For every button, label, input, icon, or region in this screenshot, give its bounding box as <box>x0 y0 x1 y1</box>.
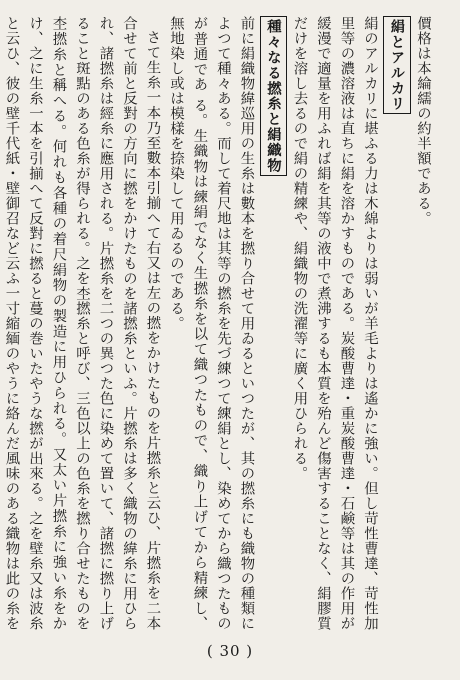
body-paragraph: 價格は本綸繻の約半額である。 <box>415 16 431 226</box>
body-paragraph: 前に絹織物緯巡用の生糸は數本を撚り合せて用ゐるといつたが、其の撚糸にも織物の種類によつて種々ある。而して着尺地は其等の撚糸を先づ練つて練絹とし、染めてから織つたものが普通であ る。生織物は練絹でなく生撚糸を以て織つたもので、織り上げてから精練し、無地染し或は模樣を捺染して用ゐるのである。 <box>168 16 255 631</box>
page-number: ( 30 ) <box>206 642 254 660</box>
section-heading: 絹とアルカリ <box>383 16 411 114</box>
vertical-text-body <box>3 16 434 631</box>
section-heading-block <box>258 16 288 631</box>
body-paragraph: 絹のアルカリに堪ふる力は木綿よりは弱いが羊毛よりは遙かに強い。但し苛性曹達、苛性加里等の濃溶液は直ちに絹を溶かすものである。炭酸曹達・重炭酸曹達・石鹸等は其の作用が緩漫で適量を用ふれば絹を其等の液中で煮沸するも本質を殆んど傷害することなく、絹膠質だけを溶し去るので絹の精練や、絹織物の洗濯等に廣く用ひられる。 <box>291 16 378 631</box>
body-paragraph: さて生糸一本乃至數本引揃へて右又は左の撚をかけたものを片撚糸と云ひ、片撚糸を二本合せて前と反對の方向に撚をかけたものを諸撚糸といふ。片撚糸は多く織物の緯糸に用ひられ、諸撚糸は經糸に應用される。片撚糸を二つの異つた色に染めて置いて、諸撚に撚り上げること斑點のある色糸が得られる。之を杢撚糸と呼び、三色以上の色糸を撚り合せたものを杢撚糸と稱へる。何れも各種の着尺絹物の製造に用ひられる。又太い片撚糸に強い糸をかけ、之に生糸一本を引揃へて反對に撚ると蔓の巻いたやうな撚が出來る。之を壁糸又は波糸と云ひ、彼の壁千代紙・壁御召など云ふ一寸縮緬のやうに絡んだ風味のある織物は此の糸を <box>3 16 161 631</box>
section-heading: 種々なる撚糸と絹織物 <box>260 16 288 176</box>
section-heading-block <box>381 16 411 631</box>
